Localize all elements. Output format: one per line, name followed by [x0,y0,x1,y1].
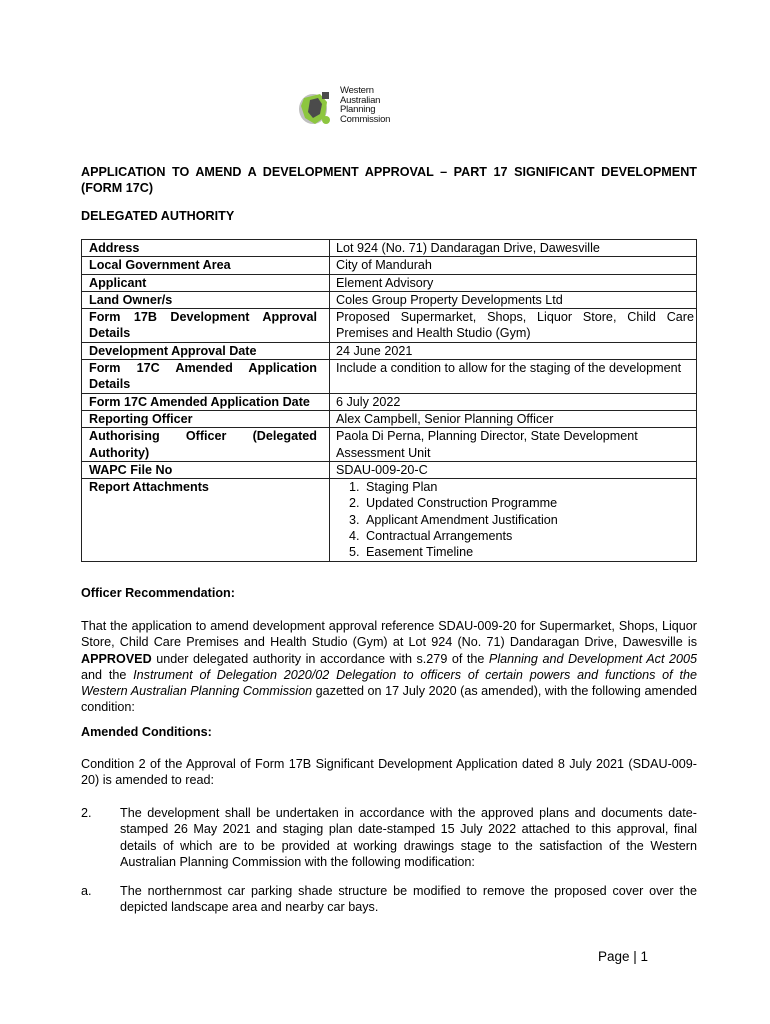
value-form17c-date: 6 July 2022 [330,393,697,410]
label-form17c-date: Form 17C Amended Application Date [82,393,330,410]
table-row [82,479,697,561]
logo-line: Planning [340,104,376,116]
label-approval-date: Development Approval Date [82,342,330,359]
list-item: 5. Easement Timeline [363,544,694,560]
attachments-list [336,479,694,560]
list-item: 2. Updated Construction Programme [363,495,694,511]
label-owner: Land Owner/s [82,291,330,308]
rec-text: gazetted on 17 July 2020 (as amended), with the following amended condition: [81,684,697,715]
value-owner: Coles Group Property Developments Ltd [330,291,697,308]
modification-letter: a. [81,884,92,898]
table-row [82,309,697,343]
table-row [82,342,697,359]
table-row [82,393,697,410]
label-applicant: Applicant [82,274,330,291]
delegated-authority-heading: DELEGATED AUTHORITY [81,209,235,223]
page-number: Page | 1 [598,949,649,964]
logo-line: Australian [340,94,381,106]
label-lga: Local Government Area [82,257,330,274]
value-applicant: Element Advisory [330,274,697,291]
table-row [82,291,697,308]
label-file-no: WAPC File No [82,461,330,478]
value-form17b: Proposed Supermarket, Shops, Liquor Store, Child Care Premises and Health Studio (Gym) [330,309,697,343]
label-text: Form 17B Development Approval Details [89,310,317,341]
value-authorising-officer: Paola Di Perna, Planning Director, State Development Assessment Unit [330,428,697,462]
value-address: Lot 924 (No. 71) Dandaragan Drive, Dawesville [330,240,697,257]
rec-text: under delegated authority in accordance with s.279 of the [151,651,489,666]
value-lga: City of Mandurah [330,257,697,274]
officer-recommendation-heading: Officer Recommendation: [81,586,235,600]
application-details-table [81,239,697,562]
table-row [82,274,697,291]
label-authorising-officer [82,428,330,462]
label-text: Authorising Officer (Delegated Authority) [89,429,317,460]
wapc-logo [296,84,406,130]
label-form17b [82,309,330,343]
rec-text: That the application to amend development approval reference SDAU-009-20 for Supermarket, Shops, Liquor Store, Child Care Premises and Health Studio (Gym) at Lot 924 (No. 71) Dandaragan Drive, Dawesville is [81,619,697,650]
label-reporting-officer: Reporting Officer [82,410,330,427]
label-address: Address [82,240,330,257]
logo-line: Western [340,85,374,96]
wapc-logo-icon [296,84,336,130]
label-form17c-details [82,360,330,394]
label-attachments: Report Attachments [82,479,330,561]
value-form17c-details: Include a condition to allow for the staging of the development [330,360,697,394]
logo-line: Commission [340,113,391,125]
rec-text: and the [81,667,134,682]
table-row [82,410,697,427]
condition-text: The development shall be undertaken in accordance with the approved plans and documents date-stamped 26 May 2021 and staging plan date-stamped 15 July 2022 attached to this approval, final details of which are to be provided at working drawings stage to the satisfaction of the Western Australian Planning Commission with the following modification: [120,806,697,869]
amended-conditions-heading: Amended Conditions: [81,725,212,739]
wapc-logo-wordmark [340,86,390,124]
table-row [82,240,697,257]
table-row [82,360,697,394]
label-text: Form 17C Amended Application Details [89,361,317,392]
table-row [82,428,697,462]
instrument-title: Instrument of Delegation 2020/02 Delegation to officers of certain powers and functions of the Western Australian Planning Commission [81,667,697,699]
condition-number: 2. [81,806,92,820]
table-row [82,461,697,478]
list-item: 4. Contractual Arrangements [363,528,694,544]
list-item: 1. Staging Plan [363,479,694,495]
list-item: 3. Applicant Amendment Justification [363,512,694,528]
value-reporting-officer: Alex Campbell, Senior Planning Officer [330,410,697,427]
value-file-no: SDAU-009-20-C [330,461,697,478]
recommendation-paragraph [81,618,697,716]
condition-intro: Condition 2 of the Approval of Form 17B Significant Development Application dated 8 July 2021 (SDAU-009-20) is amended to read: [81,757,697,788]
act-title: Planning and Development Act 2005 [488,651,698,666]
table-row [82,257,697,274]
modification-text: The northernmost car parking shade structure be modified to remove the proposed cover over the depicted landscape area and nearby car bays. [120,884,697,915]
approved-text: APPROVED [81,651,152,666]
document-title: APPLICATION TO AMEND A DEVELOPMENT APPROVAL – PART 17 SIGNIFICANT DEVELOPMENT (FORM 17C) [81,165,697,195]
value-attachments [330,479,697,561]
value-approval-date: 24 June 2021 [330,342,697,359]
